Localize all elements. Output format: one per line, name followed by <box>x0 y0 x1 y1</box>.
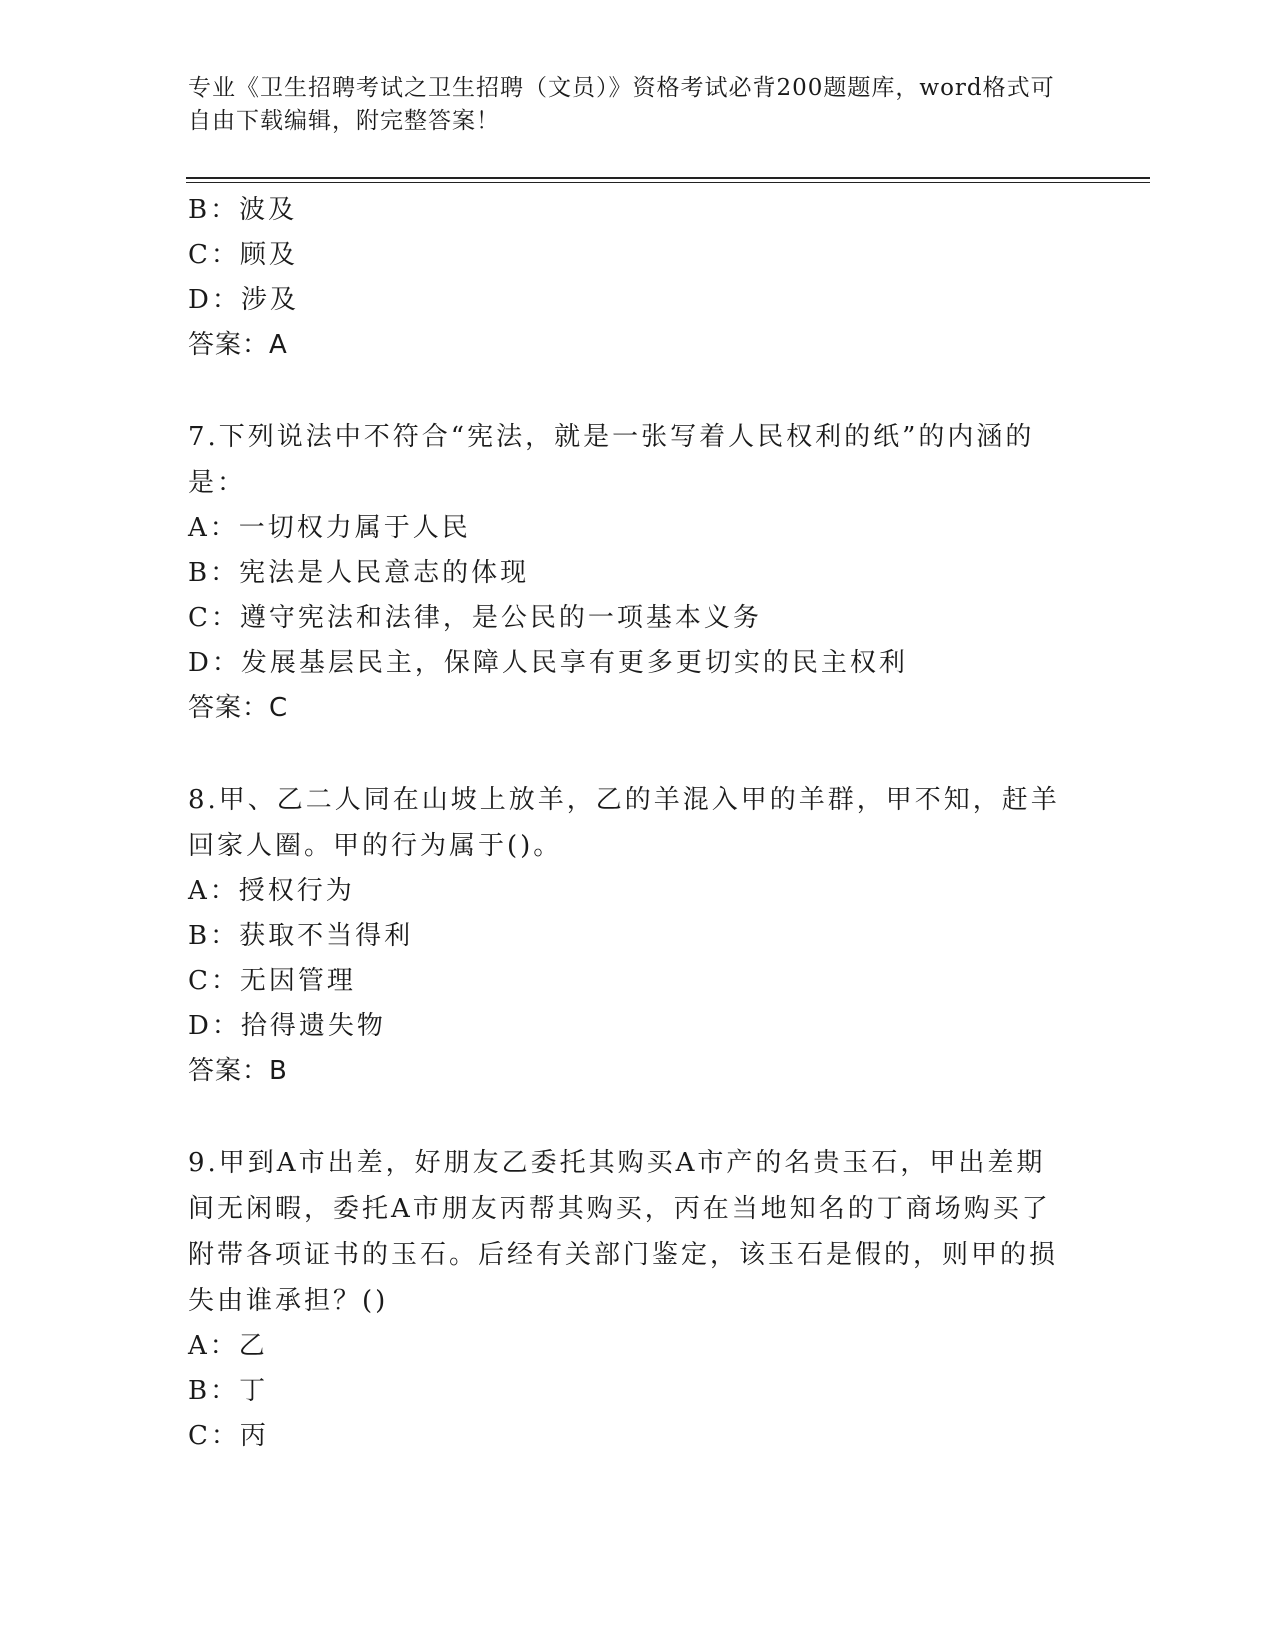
option-d: D：拾得遗失物 <box>188 1011 386 1041</box>
document-body <box>188 188 1068 1459</box>
question-stem: 9.甲到A市出差，好朋友乙委托其购买A市产的名贵玉石，甲出差期间无闲暇，委托A市朋友丙帮其购买，丙在当地知名的丁商场购买了附带各项证书的玉石。后经有关部门鉴定，该玉石是假的，则甲的损失由谁承担？() <box>188 1148 1059 1316</box>
header-divider-thin <box>186 182 1150 183</box>
question-9 <box>188 1140 1068 1459</box>
option-b: B：宪法是人民意志的体现 <box>188 558 530 588</box>
option-d: D：发展基层民主，保障人民享有更多更切实的民主权利 <box>188 648 908 678</box>
question-stem: 8.甲、乙二人同在山坡上放羊，乙的羊混入甲的羊群，甲不知，赶羊回家人圈。甲的行为属于()。 <box>188 785 1060 861</box>
option-b: B：获取不当得利 <box>188 921 414 951</box>
option-a: A：授权行为 <box>188 876 355 906</box>
answer-line: 答案：A <box>188 330 288 360</box>
option-b: B：丁 <box>188 1376 269 1406</box>
option-c: C：顾及 <box>188 240 298 270</box>
document-header: 专业《卫生招聘考试之卫生招聘（文员）》资格考试必背200题题库，word格式可自由下载编辑，附完整答案！ <box>188 75 1055 134</box>
option-b: B：波及 <box>188 195 298 225</box>
question-6-continued <box>188 188 1068 368</box>
option-a: A：一切权力属于人民 <box>188 513 471 543</box>
option-c: C：丙 <box>188 1421 269 1451</box>
option-a: A：乙 <box>188 1331 268 1361</box>
question-7 <box>188 414 1068 731</box>
header-divider-thick <box>186 177 1150 179</box>
option-d: D：涉及 <box>188 285 299 315</box>
question-stem: 7.下列说法中不符合“宪法，就是一张写着人民权利的纸”的内涵的是： <box>188 422 1035 498</box>
answer-line: 答案：B <box>188 1056 288 1086</box>
option-c: C：遵守宪法和法律，是公民的一项基本义务 <box>188 603 762 633</box>
answer-line: 答案：C <box>188 693 289 723</box>
question-8 <box>188 777 1068 1094</box>
option-c: C：无因管理 <box>188 966 356 996</box>
